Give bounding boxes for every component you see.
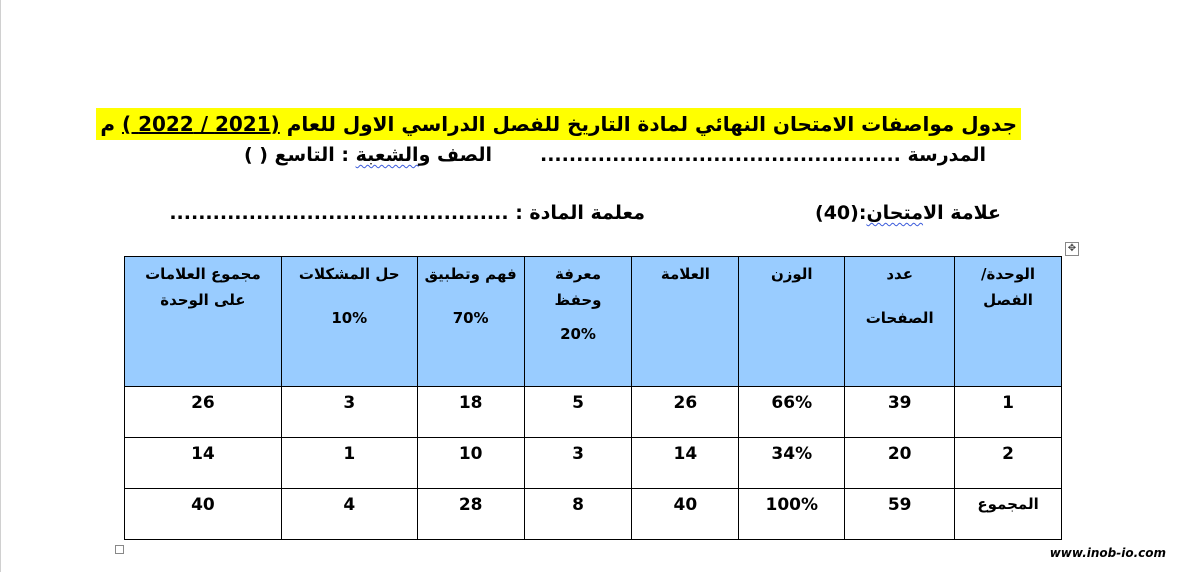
cell-weight: 34% — [739, 438, 845, 489]
cell-problem-solving: 4 — [281, 489, 417, 540]
cell-understanding: 10 — [417, 438, 524, 489]
cell-total: 40 — [125, 489, 282, 540]
page-edge — [0, 0, 1, 572]
cell-total: 26 — [125, 387, 282, 438]
header-pages: عدد الصفحات — [845, 257, 955, 387]
header-unit: الوحدة/ الفصل — [955, 257, 1062, 387]
header-mark: العلامة — [632, 257, 739, 387]
cell-knowledge: 8 — [524, 489, 632, 540]
cell-mark: 40 — [632, 489, 739, 540]
cell-unit: 1 — [955, 387, 1062, 438]
class-value: : التاسع ( ) — [243, 144, 356, 166]
cell-pages: 59 — [845, 489, 955, 540]
exam-mark-label: علامة ال — [923, 202, 1001, 224]
section-label: الشعبة — [355, 144, 419, 166]
cell-weight: 66% — [739, 387, 845, 438]
cell-knowledge: 3 — [524, 438, 632, 489]
table-header-row — [125, 257, 1062, 387]
spec-table — [124, 256, 1062, 540]
header-weight: الوزن — [739, 257, 845, 387]
cell-pages: 39 — [845, 387, 955, 438]
watermark: www.inob-io.com — [1049, 546, 1166, 560]
title-suffix: م — [100, 112, 122, 136]
cell-problem-solving: 1 — [281, 438, 417, 489]
header-knowledge: معرفة وحفظ 20% — [524, 257, 632, 387]
header-understanding: فهم وتطبيق 70% — [417, 257, 524, 387]
table-resize-handle[interactable] — [115, 545, 124, 554]
cell-problem-solving: 3 — [281, 387, 417, 438]
title-prefix: جدول مواصفات الامتحان النهائي لمادة التاريخ للفصل الدراسي الاول للعام — [279, 112, 1017, 136]
table-row — [125, 387, 1062, 438]
table-row-total — [125, 489, 1062, 540]
header-total-marks: مجموع العلامات على الوحدة — [125, 257, 282, 387]
cell-understanding: 18 — [417, 387, 524, 438]
cell-knowledge: 5 — [524, 387, 632, 438]
exam-mark-line — [169, 202, 1001, 224]
cell-total: 14 — [125, 438, 282, 489]
cell-mark: 26 — [632, 387, 739, 438]
school-field: المدرسة .................................................. — [539, 144, 986, 166]
header-problem-solving: حل المشكلات 10% — [281, 257, 417, 387]
cell-weight: 100% — [739, 489, 845, 540]
title-years: (2021 / 2022 ) — [121, 112, 280, 136]
school-class-line — [244, 144, 986, 166]
teacher-field: معلمة المادة : ............................................... — [169, 202, 646, 224]
cell-unit: 2 — [955, 438, 1062, 489]
cell-understanding: 28 — [417, 489, 524, 540]
class-label: الصف و — [418, 144, 492, 166]
cell-unit: المجموع — [955, 489, 1062, 540]
document-title — [96, 108, 1021, 140]
cell-pages: 20 — [845, 438, 955, 489]
table-move-handle-icon[interactable]: ✥ — [1065, 242, 1079, 256]
cell-mark: 14 — [632, 438, 739, 489]
exam-mark-word: امتحان — [866, 202, 924, 224]
table-row — [125, 438, 1062, 489]
exam-mark-value: :(40) — [815, 202, 867, 224]
